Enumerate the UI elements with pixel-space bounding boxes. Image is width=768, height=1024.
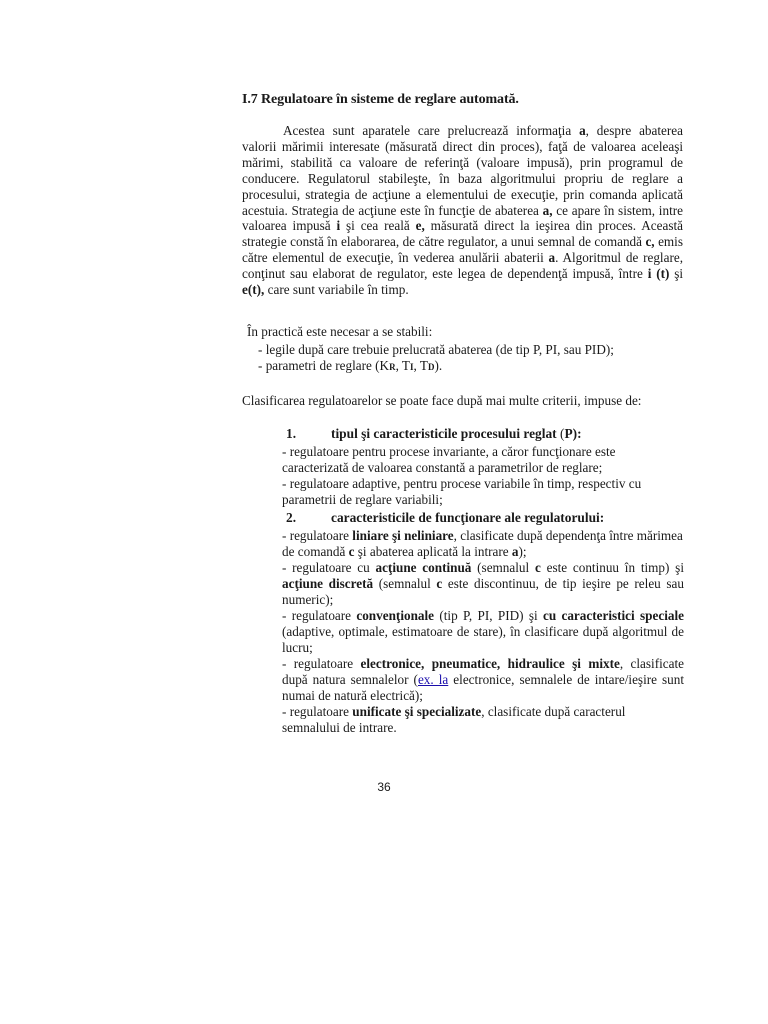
subscript: D: [427, 362, 435, 372]
bold-term: acţiune discretă: [282, 576, 374, 591]
classification-intro: Clasificarea regulatoarelor se poate face după mai multe criterii, impuse de:: [242, 393, 642, 408]
text-run: (tip P, PI, PID) şi: [434, 608, 543, 623]
bold-symbol: e(t),: [242, 282, 265, 298]
section-heading-process: [286, 426, 582, 442]
text-run: , despre abaterea valorii mărimii interesate (măsurată direct din proces), faţă de valoarea aceleaşi mărimi, stabilită ca valoare de referinţă (valoare impusă), prin programul de conducere. Regulatorul stabileşte, în baza algoritmului propriu de reglare a procesului, strategia de acţiune a elementului de execuţie, prin comanda aplicată acestuia. Strategia de acţiune este în funcţie de abaterea: [242, 123, 683, 218]
text-run: (adaptive, optimale, estimatoare de stare), în clasificare după algoritmul de lucru;: [282, 624, 684, 655]
list-item: [282, 704, 684, 736]
bold-term: electronice, pneumatice, hidraulice şi mixte: [360, 656, 620, 671]
text-run: , T: [395, 358, 410, 373]
heading-paren: ):: [572, 426, 582, 441]
text-run: şi cea reală: [340, 218, 416, 234]
bold-symbol: a,: [542, 202, 553, 218]
text-run: - regulatoare: [282, 528, 353, 543]
heading-paren: (: [556, 426, 565, 441]
section-number: 1.: [286, 426, 297, 441]
bold-symbol: c: [348, 544, 355, 559]
subscript: I: [410, 362, 414, 372]
practice-item-parameters: [258, 358, 442, 375]
bold-symbol: a: [579, 123, 586, 138]
practice-item-laws: - legile după care trebuie prelucrată abaterea (de tip P, PI, sau PID);: [258, 342, 614, 357]
text-run: , clasificate după caracterul semnalului de intrare.: [282, 704, 626, 735]
heading-text: tipul şi caracteristicile procesului reglat: [331, 426, 557, 441]
text-run: ce apare în sistem, intre valoarea impusă: [242, 202, 683, 234]
text-run: , clasificate după dependenţa între mărimea de comandă: [282, 528, 683, 559]
bold-symbol: c: [436, 576, 443, 591]
page-number: 36: [377, 780, 391, 794]
text-run: (semnalul: [373, 576, 437, 591]
text-run: este continuu în timp) şi: [540, 560, 684, 575]
text-run: Acestea sunt aparatele care prelucrează informaţia: [283, 123, 580, 138]
practice-intro: În practică este necesar a se stabili:: [247, 324, 433, 339]
text-run: emis către elementul de execuţie, în vederea anulării abaterii: [242, 234, 683, 266]
bold-symbol: a: [548, 250, 556, 266]
bold-term: convenţionale: [356, 608, 435, 623]
text-run: este discontinuu, de tip ieşire pe releu sau numeric);: [282, 576, 684, 607]
text-run: );: [518, 544, 527, 559]
bold-symbol: i: [336, 218, 341, 234]
list-item: - regulatoare adaptive, pentru procese variabile în timp, respectiv cu parametrii de reglare variabili;: [282, 476, 642, 507]
list-item: [282, 560, 684, 608]
text-run: - regulatoare: [282, 656, 361, 671]
section-heading-functioning: [286, 510, 604, 526]
bold-term: unificate şi specializate: [352, 704, 482, 719]
text-run: - regulatoare: [282, 608, 357, 623]
bold-term: acţiune continuă: [375, 560, 472, 575]
bold-symbol: c,: [645, 234, 655, 250]
section-process-list: [282, 444, 684, 508]
example-link[interactable]: ex. la: [417, 672, 449, 687]
bold-symbol: a: [511, 544, 519, 559]
heading-symbol: P: [564, 426, 573, 441]
text-run: . Algoritmul de reglare, conţinut sau elaborat de regulator, este legea de dependenţă impusă, între: [242, 250, 683, 282]
text-run: şi abaterea aplicată la intrare: [354, 544, 512, 559]
bold-symbol: i (t): [647, 266, 670, 282]
text-run: - regulatoare: [282, 704, 353, 719]
heading-text: caracteristicile de funcţionare ale regulatorului:: [331, 510, 605, 525]
text-run: (semnalul: [471, 560, 535, 575]
section-title: I.7 Regulatoare în sisteme de reglare automată.: [242, 92, 519, 107]
text-run: electronice, semnalele de intare/ieşire sunt numai de natură electrică);: [282, 672, 684, 703]
bold-symbol: e,: [415, 218, 425, 234]
section-number: 2.: [286, 510, 297, 525]
list-item: [282, 656, 684, 704]
text-run: - regulatoare cu: [282, 560, 376, 575]
intro-paragraph: [242, 123, 683, 298]
text-run: ).: [434, 358, 443, 373]
bold-term: cu caracteristici speciale: [542, 608, 684, 623]
section-functioning-list: [282, 528, 684, 736]
list-item: [282, 528, 684, 560]
bold-term: liniare şi neliniare: [352, 528, 454, 543]
text-run: care sunt variabile în timp.: [264, 282, 409, 298]
bold-symbol: c: [534, 560, 541, 575]
text-run: şi: [669, 266, 684, 282]
text-run: , T: [413, 358, 428, 373]
list-item: - regulatoare pentru procese invariante, a căror funcţionare este caracterizată de valoarea constantă a parametrilor de reglare;: [282, 444, 616, 475]
text-run: măsurată direct la ieşirea din proces. Această strategie constă în elaborarea, de către regulator, a unui semnal de comandă: [242, 218, 683, 250]
list-item: [282, 608, 684, 656]
text-run: - parametri de reglare (K: [258, 358, 390, 373]
text-run: , clasificate după natura semnalelor (: [282, 656, 684, 687]
subscript: R: [389, 362, 396, 372]
